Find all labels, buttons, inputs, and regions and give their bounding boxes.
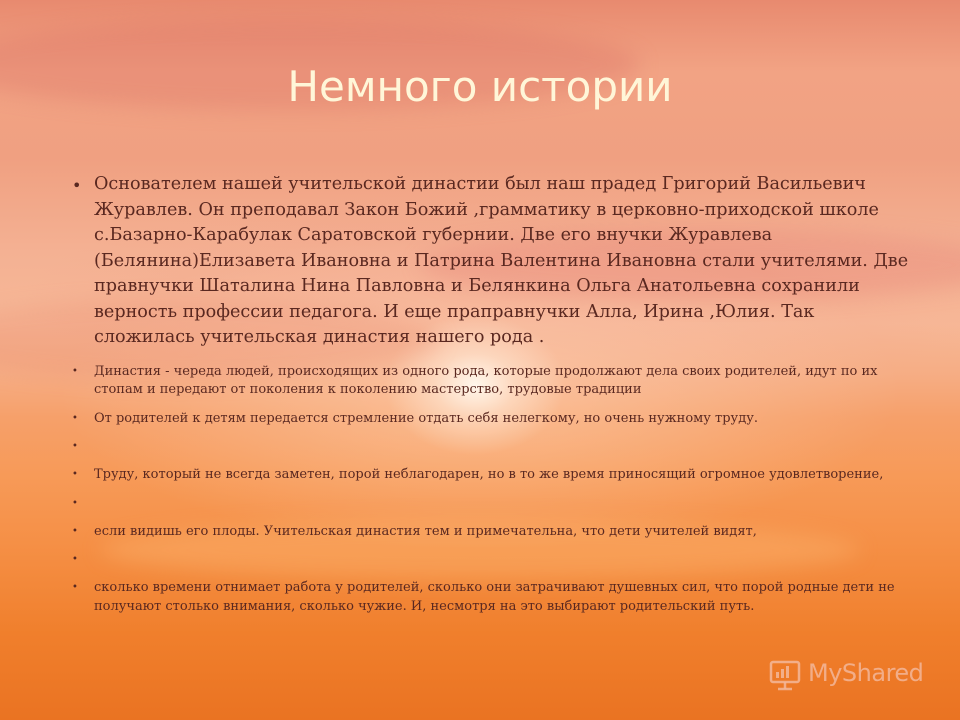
logo-text: MyShared: [808, 659, 924, 687]
presentation-board-icon: [768, 658, 802, 692]
bullet-item-empty: [62, 551, 912, 569]
bullet-item: • если видишь его плоды. Учительская династия тем и примечательна, что дети учителей видят,: [62, 523, 912, 542]
bullet-item-empty: [62, 438, 912, 456]
bullet-item-empty: [62, 495, 912, 513]
bullet-item: • Династия - череда людей, происходящих из одного рода, которые продолжают дела своих родителей, идут по их стопам и передают от поколения к поколению мастерство, трудовые традиции: [62, 363, 912, 400]
bullet-item: • Основателем нашей учительской династии был наш прадед Григорий Васильевич Журавлев. Он преподавал Закон Божий ,грамматику в церковно-приходской школе с.Базарно-Карабулак Саратовской губернии. Две его внучки Журавлева (Белянина)Елизавета Ивановна и Патрина Валентина Ивановна стали учителями. Две правнучки Шаталина Нина Павловна и Белянкина Ольга Анатольевна сохранили верность профессии педагога. И еще праправнучки Алла, Ирина ,Юлия. Так сложилась учительская династия нашего рода .: [62, 172, 912, 351]
myshared-logo: [768, 656, 928, 694]
bullet-item: • сколько времени отнимает работа у родителей, сколько они затрачивают душевных сил, что порой родные дети не получают столько внимания, сколько чужие. И, несмотря на это выбирают родительский путь.: [62, 579, 912, 616]
bullet-list: [62, 172, 912, 626]
slide-title: Немного истории: [287, 62, 673, 111]
bullet-item: • От родителей к детям передается стремление отдать себя нелегкому, но очень нужному труду.: [62, 410, 912, 429]
bullet-item: • Труду, который не всегда заметен, порой неблагодарен, но в то же время приносящий огромное удовлетворение,: [62, 466, 912, 485]
